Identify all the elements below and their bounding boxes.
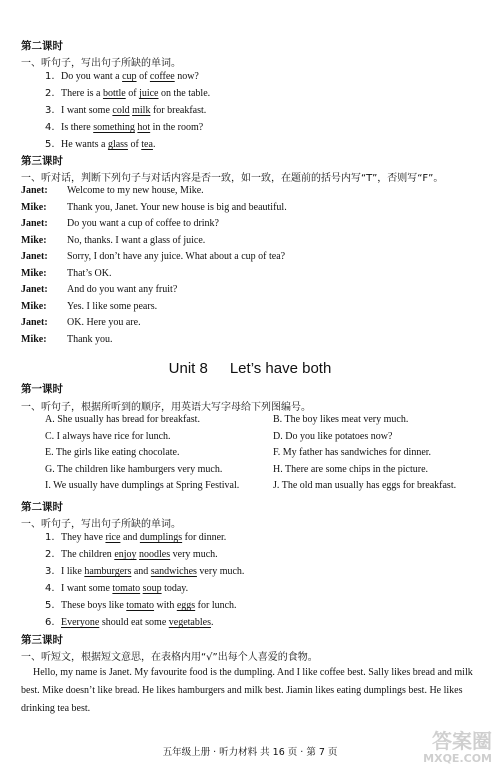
dialogue-text: No, thanks. I want a glass of juice.	[67, 234, 206, 246]
filled-blank: juice	[139, 88, 159, 99]
dialogue-line	[21, 235, 205, 246]
unit8-lesson2-heading: 第二课时	[21, 501, 63, 513]
sentence-text: .	[152, 139, 156, 150]
item-number: 1.	[45, 71, 55, 82]
sentence-item	[45, 617, 213, 628]
picture-label-right: B. The boy likes meat very much.	[273, 414, 409, 425]
item-number: 2.	[45, 549, 55, 560]
filled-blank: noodles	[139, 549, 171, 560]
picture-label-right: D. Do you like potatoes now?	[273, 430, 393, 442]
filled-blank: coffee	[149, 71, 175, 82]
page-footer: 五年级上册 · 听力材料 共 16 页 · 第 7 页	[162, 747, 338, 758]
sentence-text: today.	[161, 583, 189, 594]
dialogue-text: And do you want any fruit?	[67, 284, 178, 295]
sentence-text: very much.	[170, 549, 218, 560]
sentence-text: for breakfast.	[150, 105, 207, 116]
filled-blank: enjoy	[114, 549, 137, 560]
sentence-item	[45, 139, 155, 150]
picture-label-left: C. I always have rice for lunch.	[45, 430, 171, 442]
sentence-text: of	[125, 88, 140, 99]
sentence-text: and	[120, 532, 140, 543]
speaker-name: Janet:	[21, 251, 48, 262]
picture-label-right: F. My father has sandwiches for dinner.	[273, 447, 432, 458]
sentence-text: of	[136, 71, 150, 82]
dialogue-line	[21, 202, 287, 213]
unit8-lesson1-instruction: 一、听句子，根据所听到的顺序，用英语大写字母给下列图编号。	[21, 402, 311, 413]
sentence-text: should eat some	[99, 617, 169, 628]
filled-blank: tomato	[126, 600, 155, 611]
filled-blank: eggs	[176, 600, 196, 611]
unit8-lesson3-heading: 第三课时	[21, 634, 63, 646]
dialogue-text: Thank you, Janet. Your new house is big and beautiful.	[67, 201, 287, 213]
picture-label-left: G. The children like hamburgers very much.	[45, 463, 223, 475]
dialogue-text: That’s OK.	[67, 267, 112, 279]
unit-title	[0, 360, 500, 377]
filled-blank: dumplings	[139, 532, 183, 543]
speaker-name: Mike:	[21, 201, 47, 213]
sentence-text: for lunch.	[195, 600, 237, 611]
speaker-name: Mike:	[21, 234, 47, 246]
sentence-text: These boys like	[61, 600, 127, 611]
dialogue-text: Thank you.	[67, 333, 113, 345]
filled-blank: cup	[122, 71, 137, 82]
unit-number: Unit 8	[168, 360, 208, 377]
dialogue-line	[21, 268, 111, 279]
unit8-lesson2-instruction: 一、听句子，写出句子所缺的单词。	[21, 519, 181, 530]
filled-blank: hot	[137, 122, 151, 133]
item-number: 3.	[45, 566, 55, 577]
picture-label-left: A. She usually has bread for breakfast.	[45, 414, 200, 425]
item-number: 6.	[45, 617, 55, 628]
sentence-text: in the room?	[150, 122, 204, 133]
item-number: 4.	[45, 122, 55, 133]
lesson2-instruction: 一、听句子，写出句子所缺的单词。	[21, 58, 181, 69]
sentence-text: of	[127, 139, 142, 150]
dialogue-text: OK. Here you are.	[67, 317, 141, 328]
sentence-text: for dinner.	[182, 532, 227, 543]
filled-blank: glass	[107, 139, 128, 150]
item-number: 4.	[45, 583, 55, 594]
item-number: 2.	[45, 88, 55, 99]
dialogue-line	[21, 185, 204, 196]
sentence-text: Is there	[61, 122, 94, 133]
sentence-text: There is a	[61, 88, 103, 99]
speaker-name: Mike:	[21, 333, 47, 345]
dialogue-line	[21, 317, 141, 328]
lesson3-heading: 第三课时	[21, 155, 63, 167]
filled-blank: rice	[105, 532, 121, 543]
filled-blank: tea	[141, 139, 153, 150]
item-number: 5.	[45, 139, 55, 150]
speaker-name: Mike:	[21, 267, 47, 279]
filled-blank: vegetables	[168, 617, 211, 628]
sentence-text: on the table.	[158, 88, 211, 99]
sentence-item	[45, 105, 206, 116]
sentence-item	[45, 600, 237, 611]
speaker-name: Mike:	[21, 300, 47, 312]
filled-blank: milk	[132, 105, 151, 116]
sentence-text: I like	[61, 566, 85, 577]
sentence-item	[45, 122, 203, 133]
dialogue-text: Do you want a cup of coffee to drink?	[67, 218, 219, 229]
sentence-text: They have	[61, 532, 106, 543]
sentence-item	[45, 583, 188, 594]
unit8-lesson1-heading: 第一课时	[21, 383, 63, 395]
unit-name: Let’s have both	[229, 360, 332, 377]
item-number: 1.	[45, 532, 55, 543]
speaker-name: Janet:	[21, 185, 48, 196]
dialogue-text: Welcome to my new house, Mike.	[67, 185, 204, 196]
sentence-text: The children	[61, 549, 115, 560]
dialogue-text: Sorry, I don’t have any juice. What about a cup of tea?	[67, 251, 286, 262]
dialogue-text: Yes. I like some pears.	[67, 300, 158, 312]
sentence-text: with	[154, 600, 177, 611]
sentence-text: now?	[174, 71, 199, 82]
filled-blank: cold	[112, 105, 130, 116]
sentence-item	[45, 71, 199, 82]
sentence-text: very much.	[196, 566, 245, 577]
picture-label-right: H. There are some chips in the picture.	[273, 463, 429, 475]
lesson3-instruction: 一、听对话，判断下列句子与对话内容是否一致，如一致，在题前的括号内写“T”，否则写“F”。	[21, 173, 444, 184]
sentence-item	[45, 88, 210, 99]
filled-blank: soup	[142, 583, 162, 594]
sentence-text: .	[210, 617, 214, 628]
filled-blank: something	[93, 122, 135, 133]
sentence-text: and	[131, 566, 151, 577]
picture-label-left: I. We usually have dumplings at Spring Festival.	[45, 480, 240, 491]
item-number: 3.	[45, 105, 55, 116]
dialogue-line	[21, 284, 177, 295]
filled-blank: sandwiches	[150, 566, 197, 577]
unit8-lesson3-instruction: 一、听短文，根据短文意思，在表格内用“√”出每个人喜爱的食物。	[21, 652, 318, 663]
dialogue-line	[21, 251, 285, 262]
watermark-logo: 答案圈 MXQE.COM	[423, 729, 492, 765]
sentence-text: Do you want a	[61, 71, 123, 82]
filled-blank: Everyone	[61, 617, 100, 628]
filled-blank: bottle	[102, 88, 126, 99]
picture-label-right: J. The old man usually has eggs for breakfast.	[273, 480, 457, 491]
dialogue-line	[21, 301, 157, 312]
sentence-text: I want some	[61, 583, 113, 594]
speaker-name: Janet:	[21, 284, 48, 295]
speaker-name: Janet:	[21, 218, 48, 229]
sentence-item	[45, 549, 218, 560]
sentence-item	[45, 566, 244, 577]
dialogue-line	[21, 334, 113, 345]
item-number: 5.	[45, 600, 55, 611]
sentence-text: I want some	[61, 105, 113, 116]
speaker-name: Janet:	[21, 317, 48, 328]
sentence-text: He wants a	[61, 139, 108, 150]
passage: Hello, my name is Janet. My favourite food is the dumpling. And I like coffee best. Sally likes bread and milk best. Mike doesn’t like bread. He likes hamburgers and milk best. Jiamin likes eating dumplings best. He likes drinking tea best.	[21, 667, 473, 714]
picture-label-left: E. The girls like eating chocolate.	[45, 447, 180, 458]
filled-blank: tomato	[112, 583, 141, 594]
lesson2-heading: 第二课时	[21, 40, 63, 52]
filled-blank: hamburgers	[84, 566, 132, 577]
dialogue-line	[21, 218, 219, 229]
sentence-item	[45, 532, 226, 543]
